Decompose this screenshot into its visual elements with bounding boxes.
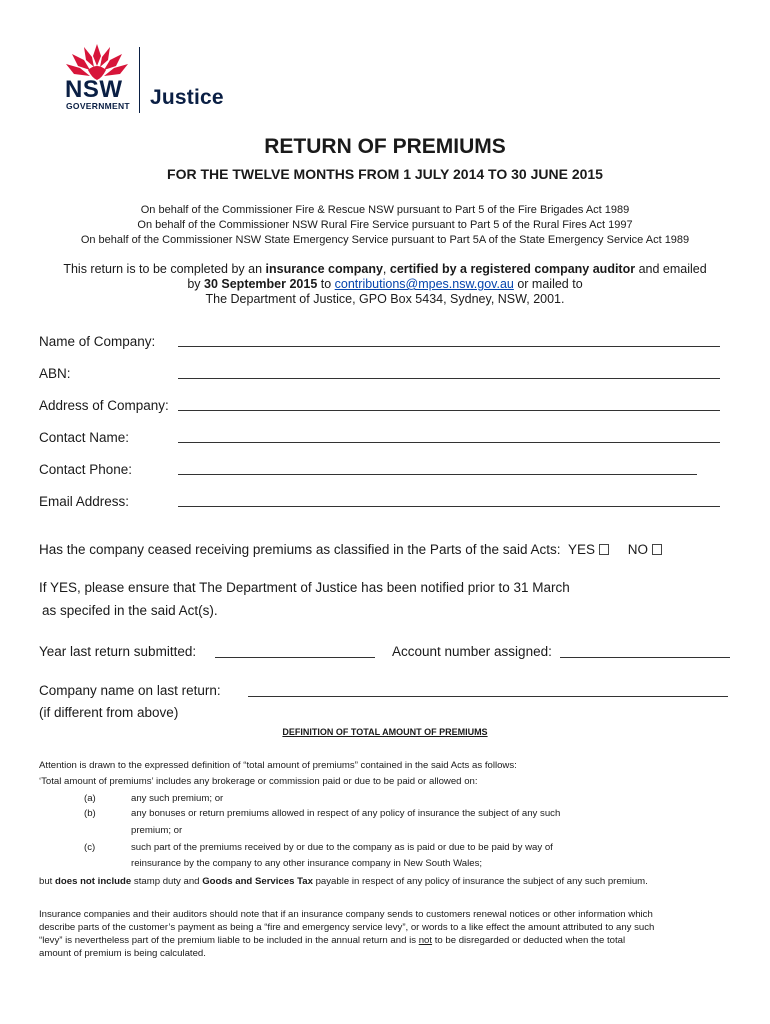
exclusion-line	[39, 876, 648, 887]
contact-phone-field[interactable]	[178, 474, 697, 475]
instructions-line-3: The Department of Justice, GPO Box 5434, Sydney, NSW, 2001.	[205, 292, 565, 306]
behalf-line-3: On behalf of the Commissioner NSW State Emergency Service pursuant to Part 5A of the State Emergency Service Act 1989	[80, 234, 690, 246]
company-name-field[interactable]	[178, 346, 720, 347]
instr-bold-insurance: insurance company	[265, 262, 383, 276]
instr-text: ,	[382, 262, 390, 276]
behalf-line-1: On behalf of the Commissioner Fire & Rescue NSW pursuant to Part 5 of the Fire Brigades Act 1989	[140, 204, 630, 216]
logo-nsw-text: NSW	[65, 76, 123, 103]
item-c-text-1: such part of the premiums received by or due to the company as is paid or due to be paid by way of	[131, 842, 553, 853]
final-para-line-2: describe parts of the customer’s payment as being a “fire and emergency service levy”, or words to a like effect the amount attributed to any such	[39, 922, 655, 933]
yes-checkbox[interactable]	[599, 544, 609, 555]
year-last-label: Year last return submitted:	[39, 644, 197, 659]
company-name-label: Name of Company:	[39, 334, 156, 349]
gst-bold: Goods and Services Tax	[202, 876, 313, 887]
final-underlined-not: not	[418, 935, 433, 946]
logo-divider	[139, 47, 140, 113]
account-number-field[interactable]	[560, 657, 730, 658]
page-subtitle: FOR THE TWELVE MONTHS FROM 1 JULY 2014 TO 30 JUNE 2015	[167, 166, 603, 182]
item-a-text: any such premium; or	[131, 793, 224, 804]
final-text: “levy” is nevertheless part of the premium liable to be included in the annual return and is	[39, 935, 419, 946]
abn-field[interactable]	[178, 378, 720, 379]
item-c-text-2: reinsurance by the company to any other insurance company in New South Wales;	[131, 858, 483, 869]
logo-justice-text: Justice	[150, 86, 224, 109]
item-c-label: (c)	[84, 842, 96, 853]
account-number-label: Account number assigned:	[392, 644, 552, 659]
contact-name-field[interactable]	[178, 442, 720, 443]
exclusion-text: payable in respect of any policy of insurance the subject of any such premium.	[312, 876, 648, 887]
final-para-line-1: Insurance companies and their auditors should note that if an insurance company sends to customers renewal notices or other information which	[39, 909, 653, 920]
page-title: RETURN OF PREMIUMS	[264, 135, 506, 158]
yes-label: YES	[568, 542, 596, 557]
exclusion-bold: does not include	[55, 876, 132, 887]
instr-text: or mailed to	[513, 277, 583, 291]
logo-government-text: GOVERNMENT	[66, 101, 130, 111]
item-b-label: (b)	[84, 808, 96, 819]
email-address-field[interactable]	[178, 506, 720, 507]
company-last-field[interactable]	[248, 696, 728, 697]
no-checkbox[interactable]	[652, 544, 662, 555]
item-b-text-2: premium; or	[131, 825, 183, 836]
no-label: NO	[627, 542, 649, 557]
instr-bold-deadline: 30 September 2015	[204, 277, 318, 291]
final-para-line-3	[39, 935, 625, 946]
instr-text: by	[187, 277, 205, 291]
instructions-line-2	[0, 277, 770, 291]
final-para-line-4: amount of premium is being calculated.	[39, 948, 206, 959]
item-a-label: (a)	[84, 793, 96, 804]
final-text: to be disregarded or deducted when the total	[432, 935, 626, 946]
ceased-question	[39, 542, 662, 557]
contact-name-label: Contact Name:	[39, 430, 130, 445]
company-last-note: (if different from above)	[39, 705, 179, 720]
company-last-label: Company name on last return:	[39, 683, 221, 698]
instr-bold-auditor: certified by a registered company auditor	[389, 262, 636, 276]
instr-text: This return is to be completed by an	[63, 262, 266, 276]
email-address-label: Email Address:	[39, 494, 130, 509]
instr-text: and emailed	[635, 262, 707, 276]
ifyes-line-2: as specifed in the said Act(s).	[42, 603, 218, 618]
contributions-email-link[interactable]: contributions@mpes.nsw.gov.au	[334, 277, 514, 291]
item-b-text-1: any bonuses or return premiums allowed in respect of any policy of insurance the subject of any such	[131, 808, 561, 819]
ifyes-line-1: If YES, please ensure that The Department of Justice has been notified prior to 31 March	[39, 580, 570, 595]
exclusion-text: but	[39, 876, 56, 887]
definition-para-1: Attention is drawn to the expressed definition of “total amount of premiums” contained in the said Acts as follows:	[39, 760, 517, 771]
ceased-question-text: Has the company ceased receiving premiums as classified in the Parts of the said Acts:	[39, 542, 561, 557]
instr-text: to	[317, 277, 335, 291]
exclusion-text: stamp duty and	[131, 876, 203, 887]
instructions-line-1	[0, 262, 770, 276]
behalf-line-2: On behalf of the Commissioner NSW Rural Fire Service pursuant to Part 5 of the Rural Fires Act 1997	[137, 219, 633, 231]
definition-heading: DEFINITION OF TOTAL AMOUNT OF PREMIUMS	[282, 727, 488, 737]
definition-para-2: ‘Total amount of premiums’ includes any brokerage or commission paid or due to be paid or allowed on:	[39, 776, 478, 787]
abn-label: ABN:	[39, 366, 71, 381]
contact-phone-label: Contact Phone:	[39, 462, 133, 477]
year-last-field[interactable]	[215, 657, 375, 658]
company-address-label: Address of Company:	[39, 398, 169, 413]
company-address-field[interactable]	[178, 410, 720, 411]
